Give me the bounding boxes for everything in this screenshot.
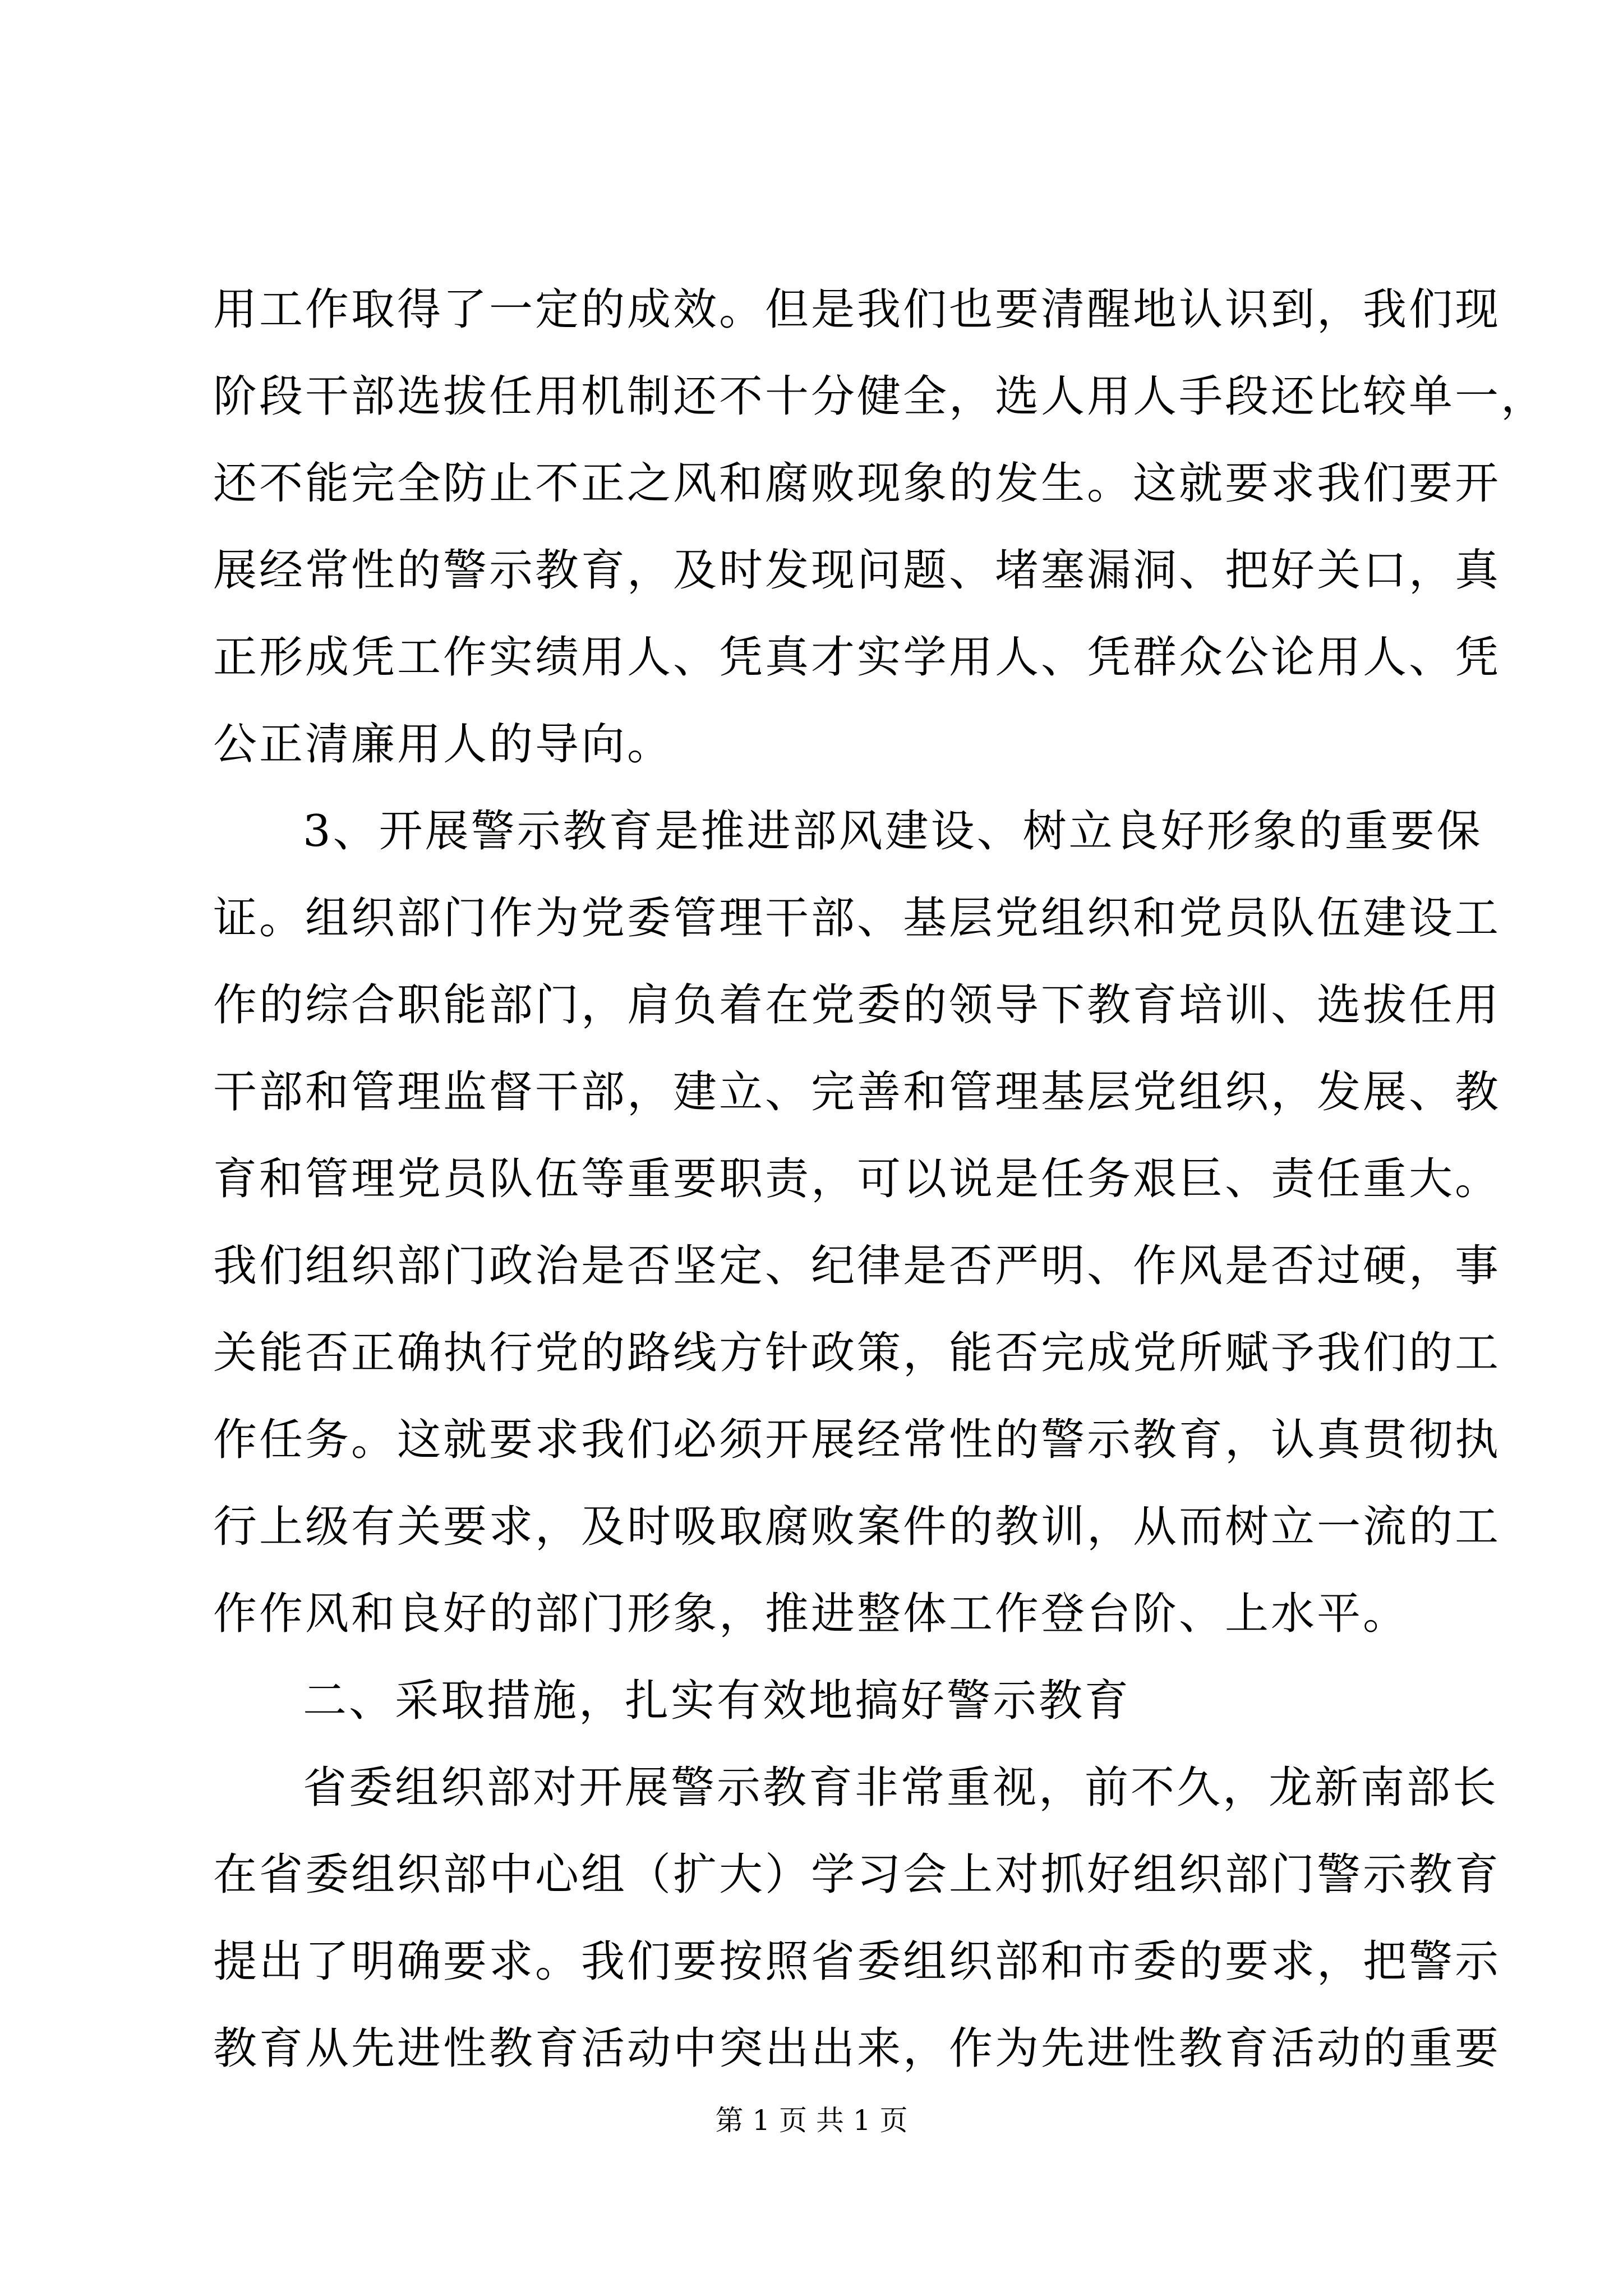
body-text — [213, 266, 1547, 2092]
text-line-19: 在省委组织部中心组（扩大）学习会上对抓好组织部门警示教育 — [213, 1849, 1501, 1900]
section-heading: 二、采取措施，扎实有效地搞好警示教育 — [303, 1676, 1131, 1726]
text-line-14: 作任务。这就要求我们必须开展经常性的警示教育，认真贯彻执 — [213, 1415, 1501, 1465]
text-line-21: 教育从先进性教育活动中突出出来，作为先进性教育活动的重要 — [213, 2023, 1501, 2074]
text-line-9: 作的综合职能部门，肩负着在党委的领导下教育培训、选拔任用 — [213, 980, 1501, 1030]
text-line-12: 我们组织部门政治是否坚定、纪律是否严明、作风是否过硬，事 — [213, 1241, 1501, 1291]
text-line-15: 行上级有关要求，及时吸取腐败案件的教训，从而树立一流的工 — [213, 1502, 1501, 1552]
text-line-6: 公正清廉用人的导向。 — [213, 719, 674, 770]
text-line-11: 育和管理党员队伍等重要职责，可以说是任务艰巨、责任重大。 — [213, 1154, 1501, 1204]
paragraph-next-first-line: 省委组织部对开展警示教育非常重视，前不久，龙新南部长 — [303, 1763, 1499, 1813]
text-line-16: 作作风和良好的部门形象，推进整体工作登台阶、上水平。 — [213, 1589, 1409, 1639]
text-line-10: 干部和管理监督干部，建立、完善和管理基层党组织，发展、教 — [213, 1067, 1501, 1117]
text-line-4: 展经常性的警示教育，及时发现问题、堵塞漏洞、把好关口，真 — [213, 545, 1501, 596]
text-line-2: 阶段干部选拔任用机制还不十分健全，选人用人手段还比较单一， — [213, 371, 1547, 422]
paragraph-3-first-line: 3、开展警示教育是推进部风建设、树立良好形象的重要保 — [303, 806, 1483, 857]
text-line-5: 正形成凭工作实绩用人、凭真才实学用人、凭群众公论用人、凭 — [213, 632, 1501, 683]
text-line-20: 提出了明确要求。我们要按照省委组织部和市委的要求，把警示 — [213, 1936, 1501, 1987]
text-line-3: 还不能完全防止不正之风和腐败现象的发生。这就要求我们要开 — [213, 458, 1501, 509]
text-line-1: 用工作取得了一定的成效。但是我们也要清醒地认识到，我们现 — [213, 284, 1501, 335]
text-line-8: 证。组织部门作为党委管理干部、基层党组织和党员队伍建设工 — [213, 893, 1501, 944]
text-line-13: 关能否正确执行党的路线方针政策，能否完成党所赋予我们的工 — [213, 1328, 1501, 1378]
page-footer: 第 1 页 共 1 页 — [715, 2104, 908, 2137]
